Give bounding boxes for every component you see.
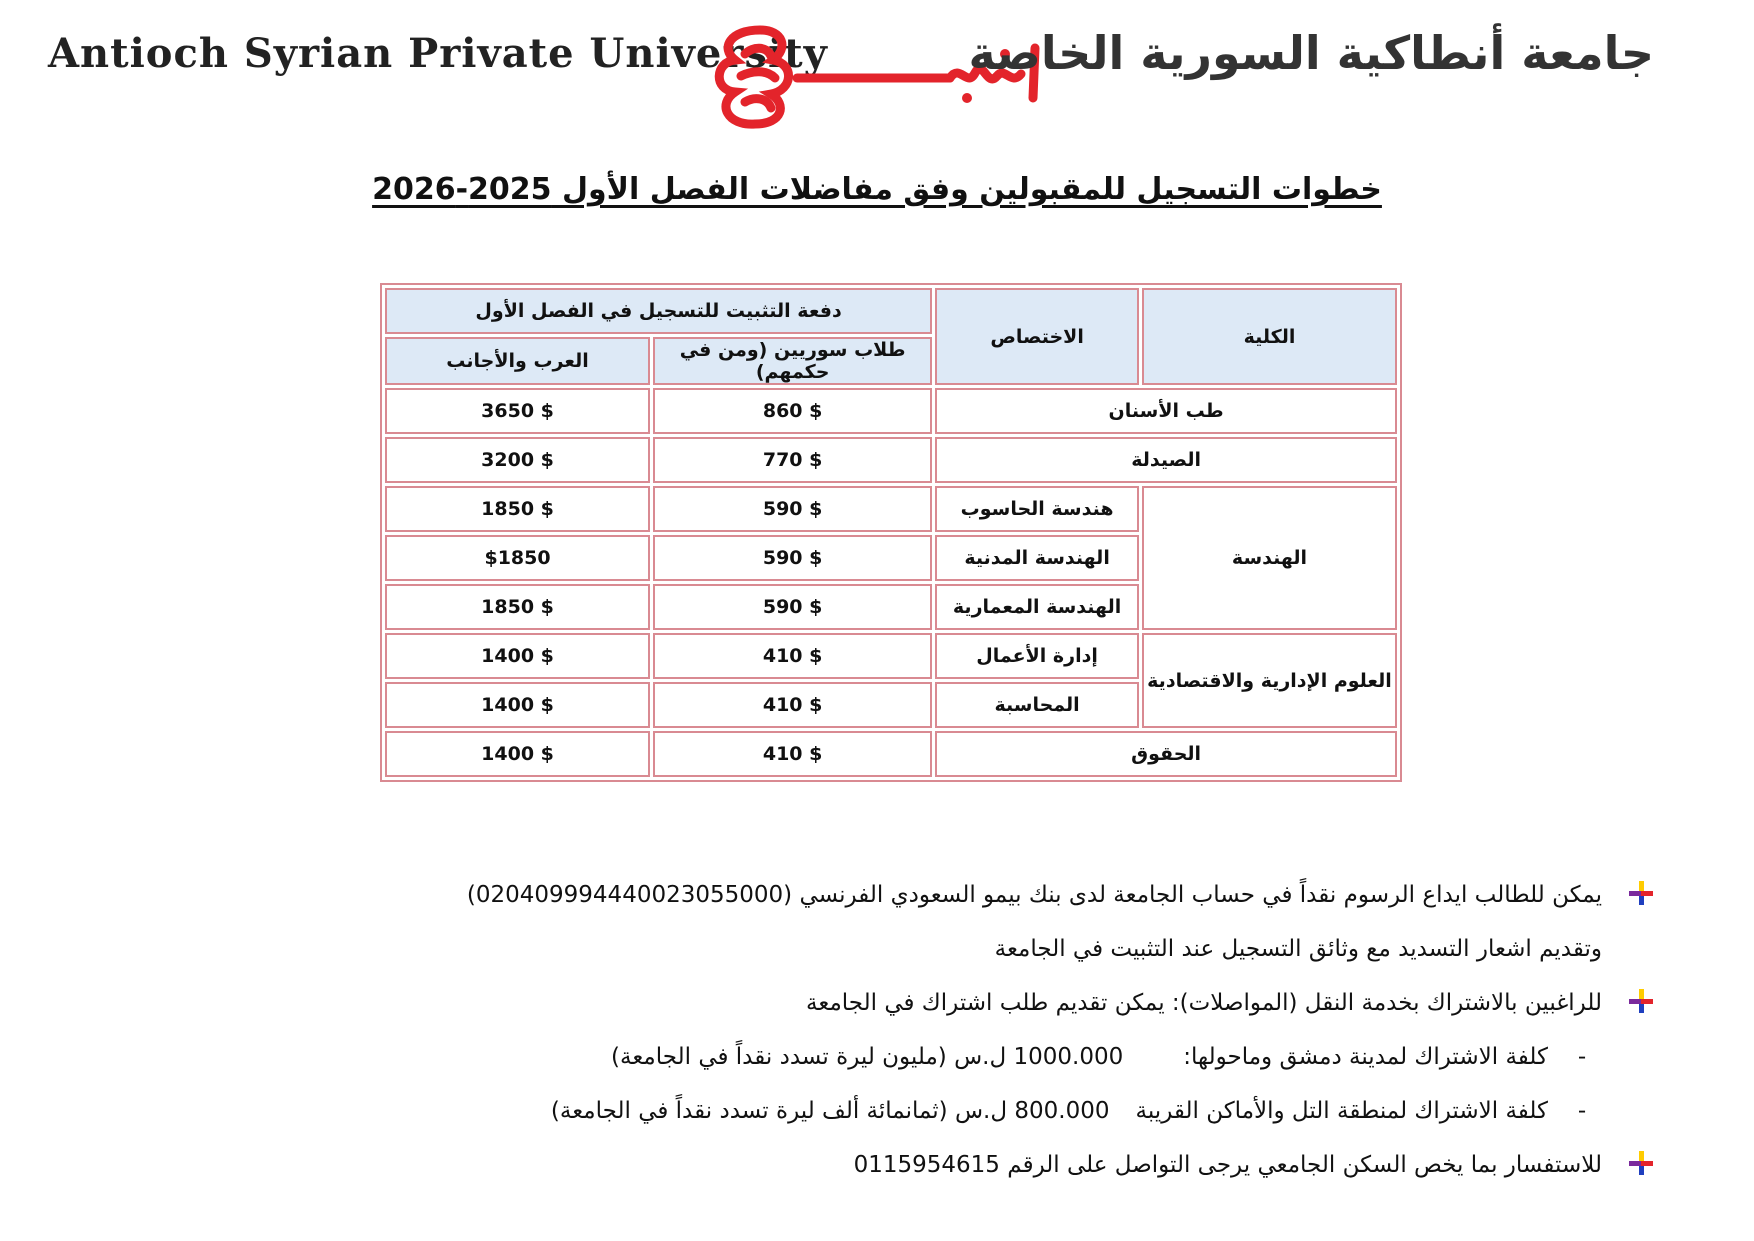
four-color-cross-bullet-icon	[1628, 880, 1654, 906]
specialization-cell: المحاسبة	[935, 682, 1139, 728]
header-fee-group: دفعة التثبيت للتسجيل في الفصل الأول	[385, 288, 932, 334]
page-title-text: خطوات التسجيل للمقبولين وفق مفاضلات الفصل الأول 2025-2026	[372, 172, 1382, 207]
header-syrian-students: طلاب سوريين (ومن في حكمهم)	[653, 337, 932, 385]
faculty-cell: الهندسة	[1142, 486, 1397, 630]
foreign-fee-cell: $ 1400	[385, 682, 650, 728]
header-faculty: الكلية	[1142, 288, 1397, 385]
letterhead	[0, 0, 1754, 140]
syrian-fee-cell: $ 590	[653, 535, 932, 581]
foreign-fee-cell: $ 1850	[385, 486, 650, 532]
syrian-fee-cell: $ 410	[653, 731, 932, 777]
faculty-cell: طب الأسنان	[935, 388, 1397, 434]
note-deposit	[314, 868, 1614, 922]
page-title	[0, 172, 1754, 207]
table-row	[385, 437, 1397, 483]
foreign-fee-cell: $ 1400	[385, 633, 650, 679]
foreign-fee-cell: $ 1400	[385, 731, 650, 777]
syrian-fee-cell: $ 590	[653, 584, 932, 630]
four-color-cross-bullet-icon	[1628, 1150, 1654, 1176]
table-row	[385, 633, 1397, 679]
list-dash: -	[1577, 1044, 1587, 1070]
note-transport-text: للراغبين بالاشتراك بخدمة النقل (المواصلات): يمكن تقديم طلب اشتراك في الجامعة	[806, 990, 1602, 1016]
note-housing	[314, 1138, 1614, 1192]
note-deposit-text-2: وتقديم اشعار التسديد مع وثائق التسجيل عند التثبيت في الجامعة	[994, 936, 1602, 962]
foreign-fee-cell: $1850	[385, 535, 650, 581]
syrian-fee-cell: $ 590	[653, 486, 932, 532]
specialization-cell: هندسة الحاسوب	[935, 486, 1139, 532]
note-tall-cost	[314, 1084, 1614, 1138]
note-damascus-cost	[314, 1030, 1614, 1084]
table-row	[385, 486, 1397, 532]
syrian-fee-cell: $ 410	[653, 682, 932, 728]
damascus-cost: 1000.000 ل.س (مليون ليرة تسدد نقداً في الجامعة)	[611, 1044, 1124, 1070]
table-row	[385, 731, 1397, 777]
header-arab-foreign: العرب والأجانب	[385, 337, 650, 385]
foreign-fee-cell: $ 3200	[385, 437, 650, 483]
faculty-cell: العلوم الإدارية والاقتصادية	[1142, 633, 1397, 728]
table-row	[385, 388, 1397, 434]
syrian-fee-cell: $ 860	[653, 388, 932, 434]
foreign-fee-cell: $ 1850	[385, 584, 650, 630]
four-color-cross-bullet-icon	[1628, 988, 1654, 1014]
foreign-fee-cell: $ 3650	[385, 388, 650, 434]
tall-cost: 800.000 ل.س (ثمانمائة ألف ليرة تسدد نقداً في الجامعة)	[550, 1098, 1110, 1124]
university-name-ar: جامعة أنطاكية السورية الخاصة	[968, 26, 1654, 80]
note-deposit-text: يمكن للطالب ايداع الرسوم نقداً في حساب الجامعة لدى بنك بيمو السعودي الفرنسي (020409994440023055000)	[466, 882, 1602, 908]
specialization-cell: إدارة الأعمال	[935, 633, 1139, 679]
note-transport	[314, 976, 1614, 1030]
table-header-row	[385, 288, 1397, 334]
note-housing-text: للاستفسار بما يخص السكن الجامعي يرجى التواصل على الرقم 0115954615	[853, 1152, 1602, 1178]
tall-label: كلفة الاشتراك لمنطقة التل والأماكن القريبة	[1135, 1098, 1548, 1124]
header-specialization: الاختصاص	[935, 288, 1139, 385]
faculty-cell: الصيدلة	[935, 437, 1397, 483]
university-name-en: Antioch Syrian Private University	[48, 30, 828, 77]
fees-table	[380, 283, 1402, 782]
faculty-cell: الحقوق	[935, 731, 1397, 777]
specialization-cell: الهندسة المعمارية	[935, 584, 1139, 630]
syrian-fee-cell: $ 410	[653, 633, 932, 679]
note-deposit-cont	[314, 922, 1614, 976]
syrian-fee-cell: $ 770	[653, 437, 932, 483]
notes-section	[314, 868, 1614, 1192]
specialization-cell: الهندسة المدنية	[935, 535, 1139, 581]
list-dash: -	[1577, 1098, 1587, 1124]
damascus-label: كلفة الاشتراك لمدينة دمشق وماحولها:	[1183, 1044, 1548, 1070]
